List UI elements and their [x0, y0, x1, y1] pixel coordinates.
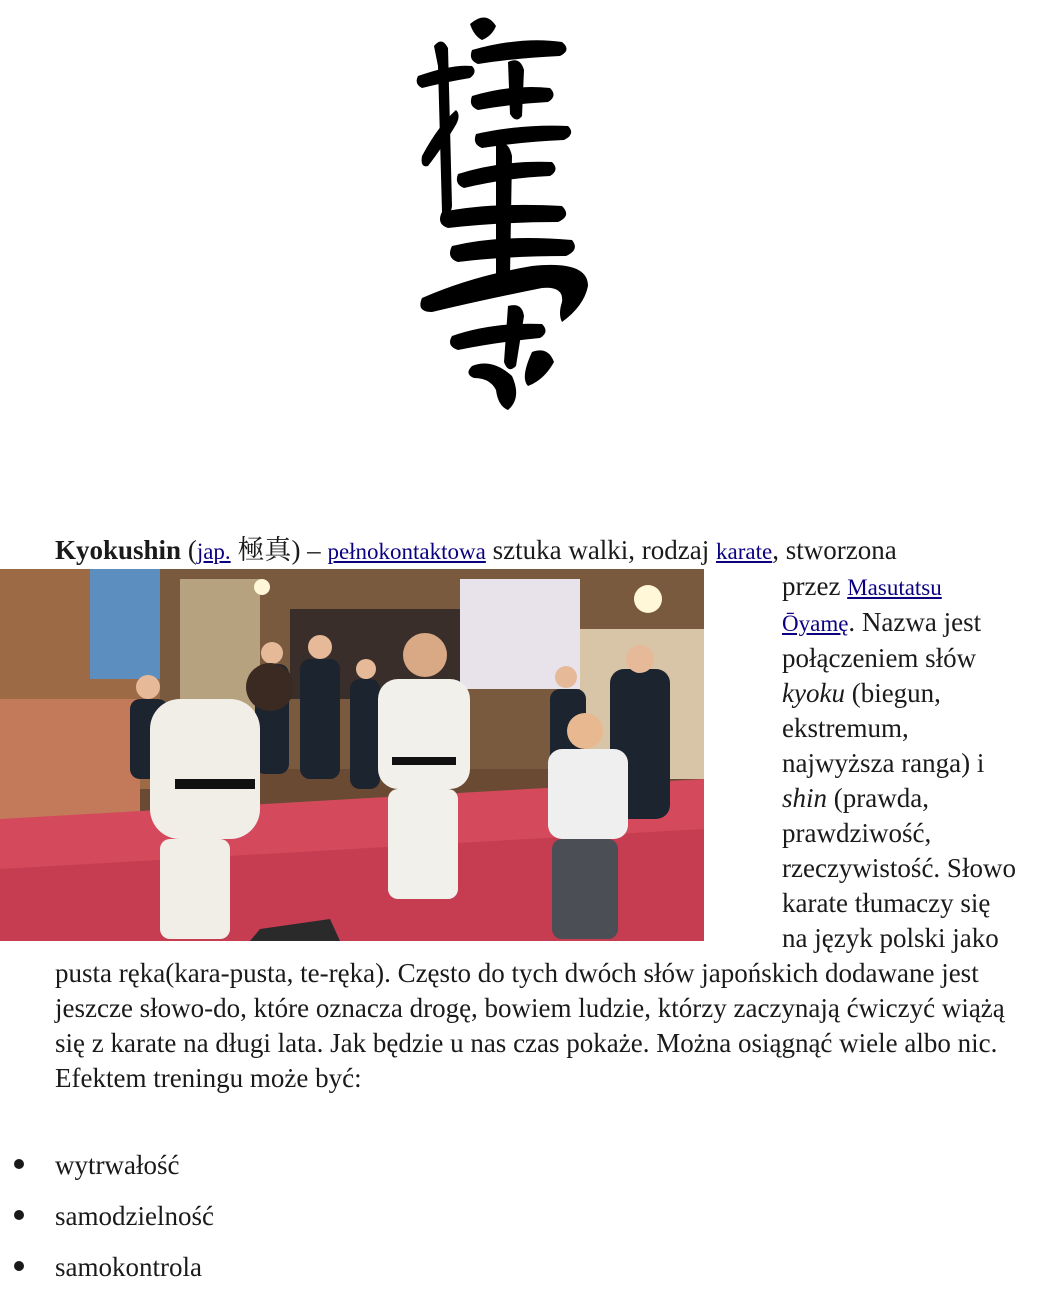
list-item-label: wytrwałość: [55, 1150, 180, 1180]
kyokushin-kanji-logo: [412, 6, 594, 416]
bullet-icon: [14, 1261, 24, 1271]
intro-text-3: . Nazwa jest połączeniem słów: [782, 607, 982, 673]
jap-link[interactable]: jap.: [196, 539, 231, 564]
kyoku-word: kyoku: [782, 678, 845, 708]
intro-text-4: (biegun, ekstremum, najwyższa ranga) i: [782, 678, 985, 778]
pelnokontaktowa-link[interactable]: pełnokontaktowa: [327, 539, 486, 564]
close-dash: ) –: [291, 535, 328, 565]
karate-training-photo: [0, 569, 704, 941]
list-item: [0, 1145, 214, 1196]
list-item: [0, 1196, 214, 1247]
intro-text-2a: , stworzona: [772, 535, 897, 565]
karate-link[interactable]: karate: [716, 539, 773, 564]
intro-paragraph: [55, 533, 1017, 1096]
list-item-label: samokontrola: [55, 1252, 202, 1282]
bullet-icon: [14, 1210, 24, 1220]
kanji-text: 極真: [230, 535, 292, 565]
shin-word: shin: [782, 783, 828, 813]
list-item-label: samodzielność: [55, 1201, 214, 1231]
bullet-icon: [14, 1159, 24, 1169]
oyama-link[interactable]: Masutatsu Ōyamę: [782, 575, 942, 636]
list-item: [0, 1247, 214, 1298]
intro-title: Kyokushin: [55, 535, 182, 565]
intro-text-5: (prawda, prawdziwość, rzeczywistość. Słowo karate tłumaczy się na język polski jako pusta ręka(kara-pusta, te-ręka). Często do tych dwóch słów japońskich dodawane jest jeszcze słowo-do, które oznacza drogę, bowiem ludzie, którzy zaczynają ćwiczyć wiążą się z karate na długi lata. Jak będzie u nas czas pokaże. Można osiągnąć wiele albo nic. Efektem treningu może być:: [55, 783, 1016, 1093]
intro-text-1: sztuka walki, rodzaj: [485, 535, 717, 565]
open-paren: (: [181, 535, 197, 565]
effects-list: [0, 1145, 214, 1298]
intro-text-2b: przez: [782, 571, 848, 601]
